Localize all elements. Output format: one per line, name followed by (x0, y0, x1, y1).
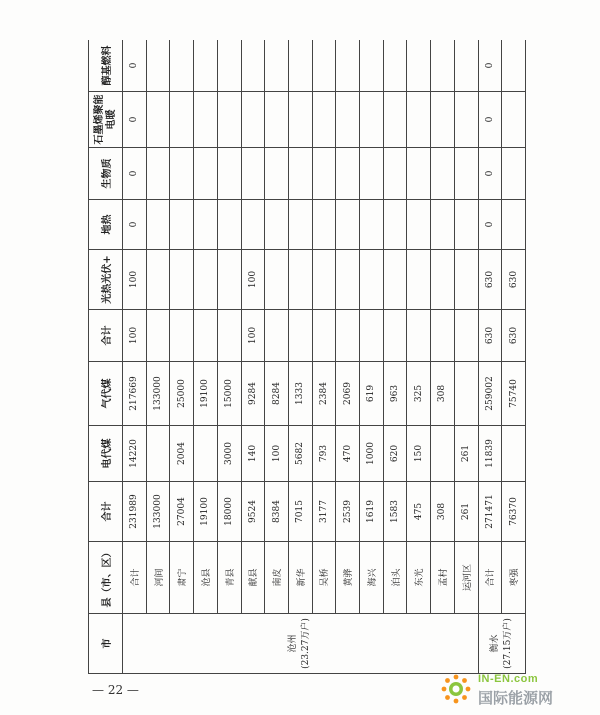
table-row (336, 40, 360, 674)
total2-cell (170, 310, 194, 362)
total-cell: 19100 (194, 482, 218, 542)
page-number: — 22 — (92, 683, 139, 697)
geothermal-cell (194, 200, 218, 250)
electric-cell: 11839 (478, 426, 502, 482)
header-total: 合计 (89, 482, 123, 542)
graphene-cell: 0 (123, 92, 147, 148)
county-cell: 黄骅 (336, 542, 360, 614)
electric-cell (431, 426, 455, 482)
solar-cell (407, 250, 431, 310)
watermark-cn: 国际能源网 (478, 689, 554, 707)
header-total-2: 合计 (89, 310, 123, 362)
total2-cell: 630 (502, 310, 526, 362)
graphene-cell (265, 92, 289, 148)
geothermal-cell (217, 200, 241, 250)
geothermal-cell (383, 200, 407, 250)
biomass-cell (360, 148, 384, 200)
total-cell: 27004 (170, 482, 194, 542)
county-cell: 献县 (241, 542, 265, 614)
graphene-cell (336, 92, 360, 148)
header-solar: 光热光伏+ (89, 250, 123, 310)
geothermal-cell (265, 200, 289, 250)
watermark-logo (440, 671, 590, 709)
geothermal-cell (146, 200, 170, 250)
graphene-cell (217, 92, 241, 148)
total-cell: 7015 (288, 482, 312, 542)
cangzhou-city-cell (123, 614, 479, 674)
alcohol-cell (241, 40, 265, 92)
gas-cell: 217669 (123, 362, 147, 426)
county-cell: 枣强 (502, 542, 526, 614)
county-cell: 青县 (217, 542, 241, 614)
table-row (312, 40, 336, 674)
biomass-cell (454, 148, 478, 200)
table-row (454, 40, 478, 674)
table-row (217, 40, 241, 674)
county-cell: 合计 (478, 542, 502, 614)
alcohol-cell (360, 40, 384, 92)
total2-cell (312, 310, 336, 362)
geothermal-cell (454, 200, 478, 250)
table-row (241, 40, 265, 674)
data-table (88, 40, 526, 674)
gas-cell: 2384 (312, 362, 336, 426)
alcohol-cell (383, 40, 407, 92)
total-cell: 1583 (383, 482, 407, 542)
gas-cell: 325 (407, 362, 431, 426)
total-cell: 8384 (265, 482, 289, 542)
total-cell: 2539 (336, 482, 360, 542)
gas-cell: 308 (431, 362, 455, 426)
header-city: 市 (89, 614, 123, 674)
electric-cell: 5682 (288, 426, 312, 482)
city-name: 沧州 (288, 634, 299, 653)
graphene-cell (312, 92, 336, 148)
table-row (288, 40, 312, 674)
graphene-cell (194, 92, 218, 148)
gas-cell: 15000 (217, 362, 241, 426)
alcohol-cell (312, 40, 336, 92)
header-geothermal: 地热 (89, 200, 123, 250)
biomass-cell (241, 148, 265, 200)
geothermal-cell (336, 200, 360, 250)
alcohol-cell (146, 40, 170, 92)
county-cell: 新华 (288, 542, 312, 614)
electric-cell (146, 426, 170, 482)
graphene-cell (383, 92, 407, 148)
city-households: (27.15万户) (502, 618, 513, 669)
total2-cell (146, 310, 170, 362)
graphene-cell (146, 92, 170, 148)
alcohol-cell (170, 40, 194, 92)
total-cell: 3177 (312, 482, 336, 542)
electric-cell: 1000 (360, 426, 384, 482)
hengshui-city-cell (478, 614, 525, 674)
gas-cell: 19100 (194, 362, 218, 426)
total-cell: 475 (407, 482, 431, 542)
geothermal-cell (241, 200, 265, 250)
solar-cell (312, 250, 336, 310)
graphene-cell (360, 92, 384, 148)
geothermal-cell: 0 (123, 200, 147, 250)
gas-cell: 75740 (502, 362, 526, 426)
table-row (123, 40, 147, 674)
total2-cell: 100 (241, 310, 265, 362)
alcohol-cell (194, 40, 218, 92)
header-biomass: 生物质 (89, 148, 123, 200)
header-electric: 电代煤 (89, 426, 123, 482)
total2-cell (407, 310, 431, 362)
graphene-cell: 0 (478, 92, 502, 148)
table-row (431, 40, 455, 674)
electric-cell (502, 426, 526, 482)
header-row (89, 40, 123, 674)
table-row (407, 40, 431, 674)
table-row (265, 40, 289, 674)
biomass-cell (217, 148, 241, 200)
header-county: 县（市、区） (89, 542, 123, 614)
geothermal-cell (312, 200, 336, 250)
biomass-cell (336, 148, 360, 200)
county-cell: 沧县 (194, 542, 218, 614)
total2-cell: 630 (478, 310, 502, 362)
city-name: 衡水 (489, 634, 500, 653)
gas-cell: 9284 (241, 362, 265, 426)
table-row (383, 40, 407, 674)
electric-cell: 793 (312, 426, 336, 482)
biomass-cell: 0 (478, 148, 502, 200)
electric-cell: 261 (454, 426, 478, 482)
total-cell: 18000 (217, 482, 241, 542)
biomass-cell (170, 148, 194, 200)
solar-cell (454, 250, 478, 310)
county-cell: 运河区 (454, 542, 478, 614)
county-cell: 孟村 (431, 542, 455, 614)
gas-cell: 8284 (265, 362, 289, 426)
alcohol-cell (265, 40, 289, 92)
alcohol-cell (407, 40, 431, 92)
geothermal-cell (407, 200, 431, 250)
county-cell: 泊头 (383, 542, 407, 614)
table-body (123, 40, 526, 674)
gas-cell: 619 (360, 362, 384, 426)
alcohol-cell (431, 40, 455, 92)
biomass-cell (265, 148, 289, 200)
table-region (88, 40, 526, 674)
county-cell: 吴桥 (312, 542, 336, 614)
gas-cell (454, 362, 478, 426)
total2-cell (454, 310, 478, 362)
biomass-cell (146, 148, 170, 200)
geothermal-cell (170, 200, 194, 250)
graphene-cell (407, 92, 431, 148)
county-cell: 肃宁 (170, 542, 194, 614)
solar-cell (194, 250, 218, 310)
gas-cell: 25000 (170, 362, 194, 426)
geothermal-cell (360, 200, 384, 250)
gas-cell: 963 (383, 362, 407, 426)
solar-cell (431, 250, 455, 310)
gas-cell: 1333 (288, 362, 312, 426)
solar-cell (288, 250, 312, 310)
solar-cell (360, 250, 384, 310)
electric-cell: 150 (407, 426, 431, 482)
sun-logo-icon (440, 673, 472, 705)
header-graphene: 石墨烯聚能电暖 (89, 92, 123, 148)
county-cell: 海兴 (360, 542, 384, 614)
total-cell: 9524 (241, 482, 265, 542)
electric-cell: 620 (383, 426, 407, 482)
biomass-cell: 0 (123, 148, 147, 200)
alcohol-cell (288, 40, 312, 92)
graphene-cell (502, 92, 526, 148)
alcohol-cell (454, 40, 478, 92)
biomass-cell (502, 148, 526, 200)
total-cell: 308 (431, 482, 455, 542)
total2-cell (217, 310, 241, 362)
rotated-table-container (88, 40, 526, 674)
geothermal-cell: 0 (478, 200, 502, 250)
electric-cell: 470 (336, 426, 360, 482)
city-households: (23.27万户) (301, 618, 312, 669)
total-cell: 261 (454, 482, 478, 542)
total-cell: 133000 (146, 482, 170, 542)
solar-cell (265, 250, 289, 310)
county-cell: 东光 (407, 542, 431, 614)
total-cell: 231989 (123, 482, 147, 542)
total2-cell (336, 310, 360, 362)
county-cell: 河间 (146, 542, 170, 614)
graphene-cell (241, 92, 265, 148)
gas-cell: 133000 (146, 362, 170, 426)
table-row (194, 40, 218, 674)
electric-cell: 14220 (123, 426, 147, 482)
graphene-cell (431, 92, 455, 148)
watermark-en: IN-EN.com (478, 673, 539, 685)
county-cell: 合计 (123, 542, 147, 614)
table-row (360, 40, 384, 674)
graphene-cell (170, 92, 194, 148)
alcohol-cell: 0 (123, 40, 147, 92)
biomass-cell (431, 148, 455, 200)
biomass-cell (194, 148, 218, 200)
biomass-cell (312, 148, 336, 200)
solar-cell (336, 250, 360, 310)
gas-cell: 259002 (478, 362, 502, 426)
graphene-cell (288, 92, 312, 148)
geothermal-cell (502, 200, 526, 250)
total-cell: 1619 (360, 482, 384, 542)
alcohol-cell (502, 40, 526, 92)
biomass-cell (407, 148, 431, 200)
total-cell: 76370 (502, 482, 526, 542)
total2-cell (360, 310, 384, 362)
alcohol-cell (217, 40, 241, 92)
table-row (502, 40, 526, 674)
alcohol-cell (336, 40, 360, 92)
table-row (170, 40, 194, 674)
biomass-cell (383, 148, 407, 200)
total2-cell (265, 310, 289, 362)
electric-cell: 140 (241, 426, 265, 482)
total2-cell: 100 (123, 310, 147, 362)
solar-cell: 630 (502, 250, 526, 310)
solar-cell: 100 (123, 250, 147, 310)
table-row (146, 40, 170, 674)
total2-cell (383, 310, 407, 362)
electric-cell: 100 (265, 426, 289, 482)
county-cell: 南皮 (265, 542, 289, 614)
electric-cell: 2004 (170, 426, 194, 482)
solar-cell (217, 250, 241, 310)
total2-cell (431, 310, 455, 362)
biomass-cell (288, 148, 312, 200)
total2-cell (194, 310, 218, 362)
alcohol-cell: 0 (478, 40, 502, 92)
gas-cell: 2069 (336, 362, 360, 426)
solar-cell: 100 (241, 250, 265, 310)
solar-cell (383, 250, 407, 310)
solar-cell (146, 250, 170, 310)
solar-cell: 630 (478, 250, 502, 310)
header-alcohol: 醇基燃料 (89, 40, 123, 92)
electric-cell: 3000 (217, 426, 241, 482)
table-row (478, 40, 502, 674)
geothermal-cell (288, 200, 312, 250)
electric-cell (194, 426, 218, 482)
total-cell: 271471 (478, 482, 502, 542)
graphene-cell (454, 92, 478, 148)
header-gas: 气代煤 (89, 362, 123, 426)
solar-cell (170, 250, 194, 310)
total2-cell (288, 310, 312, 362)
geothermal-cell (431, 200, 455, 250)
